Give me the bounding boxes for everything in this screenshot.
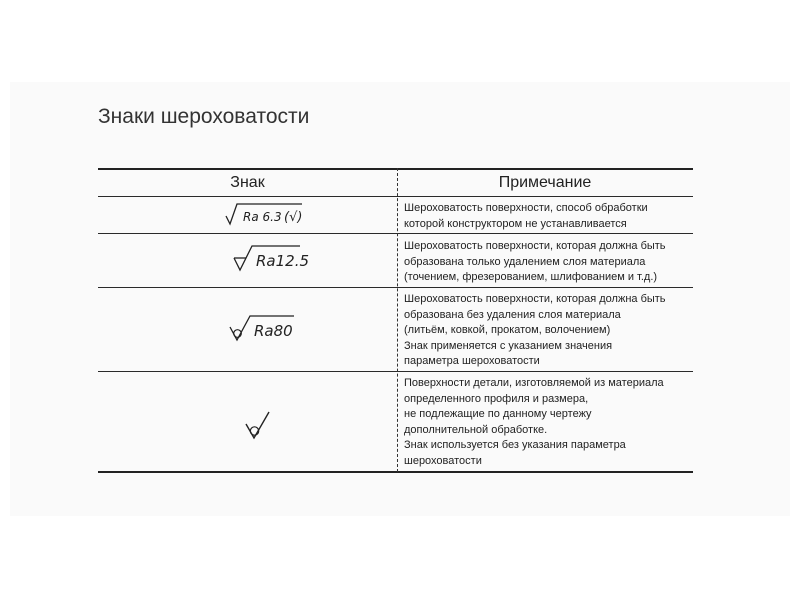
note-line: (точением, фрезерованием, шлифованием и т.д.) — [404, 271, 658, 284]
column-divider — [397, 168, 398, 472]
note-line: параметра шероховатости — [404, 355, 540, 368]
note-line: дополнительной обработке. — [404, 423, 548, 436]
table-row-rule — [98, 287, 693, 288]
note-line: (литьём, ковкой, прокатом, волочением) — [404, 324, 611, 337]
note-line: Знак применяется с указанием значения — [404, 339, 613, 352]
note-line: определенного профиля и размера, — [404, 392, 589, 405]
row-note — [404, 239, 666, 286]
symbol-label: Ra 6.3 — [243, 210, 282, 224]
table-bottom-rule — [98, 471, 693, 473]
note-line: не подлежащие по данному чертежу — [404, 408, 592, 421]
roughness-symbol-material-removal — [232, 244, 312, 274]
symbol-label: Ra12.5 — [256, 252, 310, 270]
header-sign: Знак — [230, 174, 265, 191]
note-line: Поверхности детали, изготовляемой из материала — [404, 377, 664, 389]
note-line: Шероховатость поверхности, которая должна быть — [404, 293, 666, 305]
note-line: образована только удалением слоя материала — [404, 255, 646, 268]
row-note — [404, 376, 664, 470]
note-line: Знак используется без указания параметра — [404, 439, 626, 452]
symbol-suffix: (√) — [284, 210, 303, 225]
row-note — [404, 201, 648, 232]
note-line: шероховатости — [404, 454, 482, 467]
header-note: Примечание — [498, 174, 592, 191]
roughness-symbol-no-removal — [228, 314, 308, 346]
row-note — [404, 292, 666, 370]
roughness-symbol-no-removal-plain — [244, 410, 284, 444]
page-title: Знаки шероховатости — [98, 105, 310, 128]
note-line: Шероховатость поверхности, которая должна быть — [404, 240, 666, 252]
table-top-rule — [98, 168, 693, 170]
note-line: Шероховатость поверхности, способ обработки — [404, 202, 648, 214]
table-row-rule — [98, 371, 693, 372]
roughness-symbol-unspecified — [224, 202, 324, 230]
symbol-label: Ra80 — [254, 322, 293, 340]
note-line: которой конструктором не устанавливается — [404, 217, 627, 230]
table-row-rule — [98, 233, 693, 234]
table-header-rule — [98, 196, 693, 197]
slide-background — [10, 82, 790, 516]
note-line: образована без удаления слоя материала — [404, 308, 621, 321]
